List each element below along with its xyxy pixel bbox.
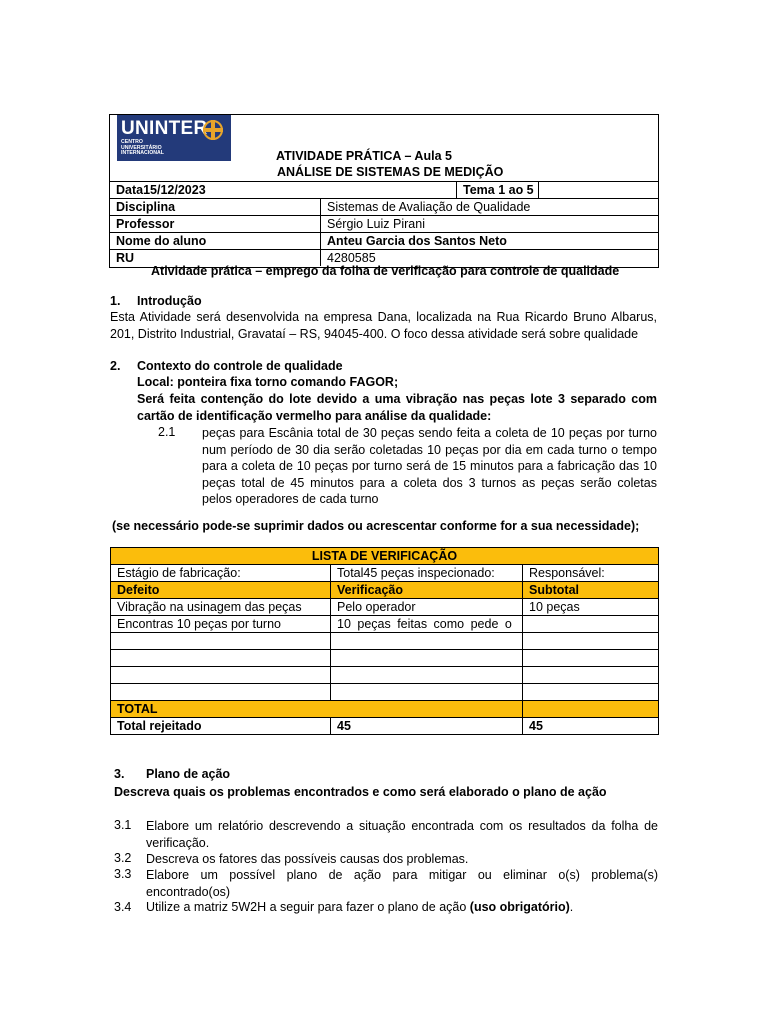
section3-number: 3. <box>114 767 125 781</box>
checklist-info-row <box>111 565 659 582</box>
header-row <box>110 199 658 216</box>
section1-text: Esta Atividade será desenvolvida na empresa Dana, localizada na Rua Ricardo Bruno Albarus, 201, Distrito Industrial, Gravataí – RS, 94045-400. O foco dessa atividade será sobre qualidade <box>110 310 657 341</box>
activity-subtitle: ANÁLISE DE SISTEMAS DE MEDIÇÃO <box>277 165 504 179</box>
item-3-2-number: 3.2 <box>114 851 132 865</box>
info-estagio: Estágio de fabricação: <box>111 565 331 582</box>
item-3-4-number: 3.4 <box>114 900 132 914</box>
header-defeito: Defeito <box>111 582 331 599</box>
checklist-total-row <box>111 701 659 718</box>
header-row <box>110 233 658 250</box>
table-cell <box>331 633 523 650</box>
note-text: (se necessário pode-se suprimir dados ou acrescentar conforme for a sua necessidade); <box>112 519 640 533</box>
table-cell <box>111 650 331 667</box>
table-cell: 10 peças feitas como pede o <box>331 616 523 633</box>
section2-heading: Contexto do controle de qualidade <box>137 359 343 373</box>
logo-subtext: CENTRO UNIVERSITÁRIO INTERNACIONAL <box>121 139 164 157</box>
checklist-title-row <box>111 548 659 565</box>
section3-heading: Plano de ação <box>146 767 231 781</box>
value-ru: 4280585 <box>320 250 658 266</box>
logo-word: UNINTER <box>121 118 208 139</box>
table-cell <box>523 667 659 684</box>
section2-local: Local: ponteira fixa torno comando FAGOR; <box>137 375 399 389</box>
checklist-table <box>110 547 659 735</box>
header-subtotal: Subtotal <box>523 582 659 599</box>
table-cell <box>111 684 331 701</box>
table-row <box>111 684 659 701</box>
table-row <box>111 616 659 633</box>
value-aluno: Anteu Garcia dos Santos Neto <box>320 233 658 249</box>
section1-number: 1. <box>110 294 121 308</box>
item-3-2-text: Descreva os fatores das possíveis causas dos problemas. <box>146 852 469 866</box>
table-cell <box>331 667 523 684</box>
value-disciplina: Sistemas de Avaliação de Qualidade <box>320 199 658 215</box>
tema-cell: Tema 1 ao 5 <box>456 182 538 198</box>
section2-number: 2. <box>110 359 121 373</box>
table-cell: 10 peças <box>523 599 659 616</box>
section3-subheading: Descreva quais os problemas encontrados e como será elaborado o plano de ação <box>114 785 607 799</box>
uninter-logo <box>117 115 231 161</box>
header-top <box>110 115 658 182</box>
table-row <box>111 599 659 616</box>
date-cell: Data15/12/2023 <box>116 183 206 197</box>
table-cell <box>523 650 659 667</box>
table-cell <box>523 684 659 701</box>
table-cell <box>331 650 523 667</box>
info-total: Total45 peças inspecionado: <box>331 565 523 582</box>
item-3-3-text: Elabore um possível plano de ação para mitigar ou eliminar o(s) problema(s) encontrado(os) <box>146 868 658 899</box>
label-professor: Professor <box>116 217 175 231</box>
tema-value-cell <box>538 182 658 198</box>
section1-heading: Introdução <box>137 294 202 308</box>
info-responsavel: Responsável: <box>523 565 659 582</box>
table-row <box>111 667 659 684</box>
item-2-1-number: 2.1 <box>158 425 176 439</box>
item-3-4-bold: (uso obrigatório) <box>469 900 570 914</box>
item-2-1-text: peças para Escânia total de 30 peças sendo feita a coleta de 10 peças por turno num período de 30 dia serão coletadas 10 peças por dia em cada turno o tempo para a coleta de 10 peças por turno será de 15 minutos para a fabricação das 10 peças total de 45 minutos para a coleta dos 3 turnos as peças serão coletas pelos operadores de cada turno <box>202 426 657 506</box>
table-row <box>111 633 659 650</box>
header-row <box>110 216 658 233</box>
table-cell <box>111 667 331 684</box>
header-table <box>109 114 659 268</box>
checklist-rejected-row <box>111 718 659 735</box>
item-3-4-text <box>146 900 573 914</box>
document-subtitle: Atividade prática – emprego da folha de verificação para controle de qualidade <box>151 264 620 278</box>
item-3-4-main: Utilize a matriz 5W2H a seguir para fazer o plano de ação <box>146 900 467 914</box>
item-3-3-number: 3.3 <box>114 867 132 881</box>
table-cell: Encontras 10 peças por turno <box>111 616 331 633</box>
globe-icon <box>203 120 223 140</box>
checklist-header-row <box>111 582 659 599</box>
checklist-title: LISTA DE VERIFICAÇÃO <box>111 548 659 565</box>
date-row <box>110 182 658 199</box>
table-cell: Vibração na usinagem das peças <box>111 599 331 616</box>
table-row <box>111 650 659 667</box>
section2-contencao: Será feita contenção do lote devido a uma vibração nas peças lote 3 separado com cartão de identificação vermelho para análise da qualidade: <box>137 392 657 423</box>
total-label: TOTAL <box>111 701 523 718</box>
rejected-label: Total rejeitado <box>111 718 331 735</box>
table-cell: Pelo operador <box>331 599 523 616</box>
label-disciplina: Disciplina <box>116 200 176 214</box>
label-aluno: Nome do aluno <box>116 234 207 248</box>
item-3-4-end: . <box>569 900 574 914</box>
label-ru: RU <box>116 251 135 265</box>
value-professor: Sérgio Luiz Pirani <box>320 216 658 232</box>
table-cell <box>523 616 659 633</box>
table-cell <box>523 633 659 650</box>
table-cell <box>331 684 523 701</box>
total-value <box>523 701 659 718</box>
item-3-1-number: 3.1 <box>114 818 132 832</box>
table-cell <box>111 633 331 650</box>
item-3-1-text: Elabore um relatório descrevendo a situação encontrada com os resultados da folha de verificação. <box>146 819 658 850</box>
rejected-verification: 45 <box>331 718 523 735</box>
activity-title: ATIVIDADE PRÁTICA – Aula 5 <box>276 149 452 163</box>
header-verificacao: Verificação <box>331 582 523 599</box>
rejected-subtotal: 45 <box>523 718 659 735</box>
